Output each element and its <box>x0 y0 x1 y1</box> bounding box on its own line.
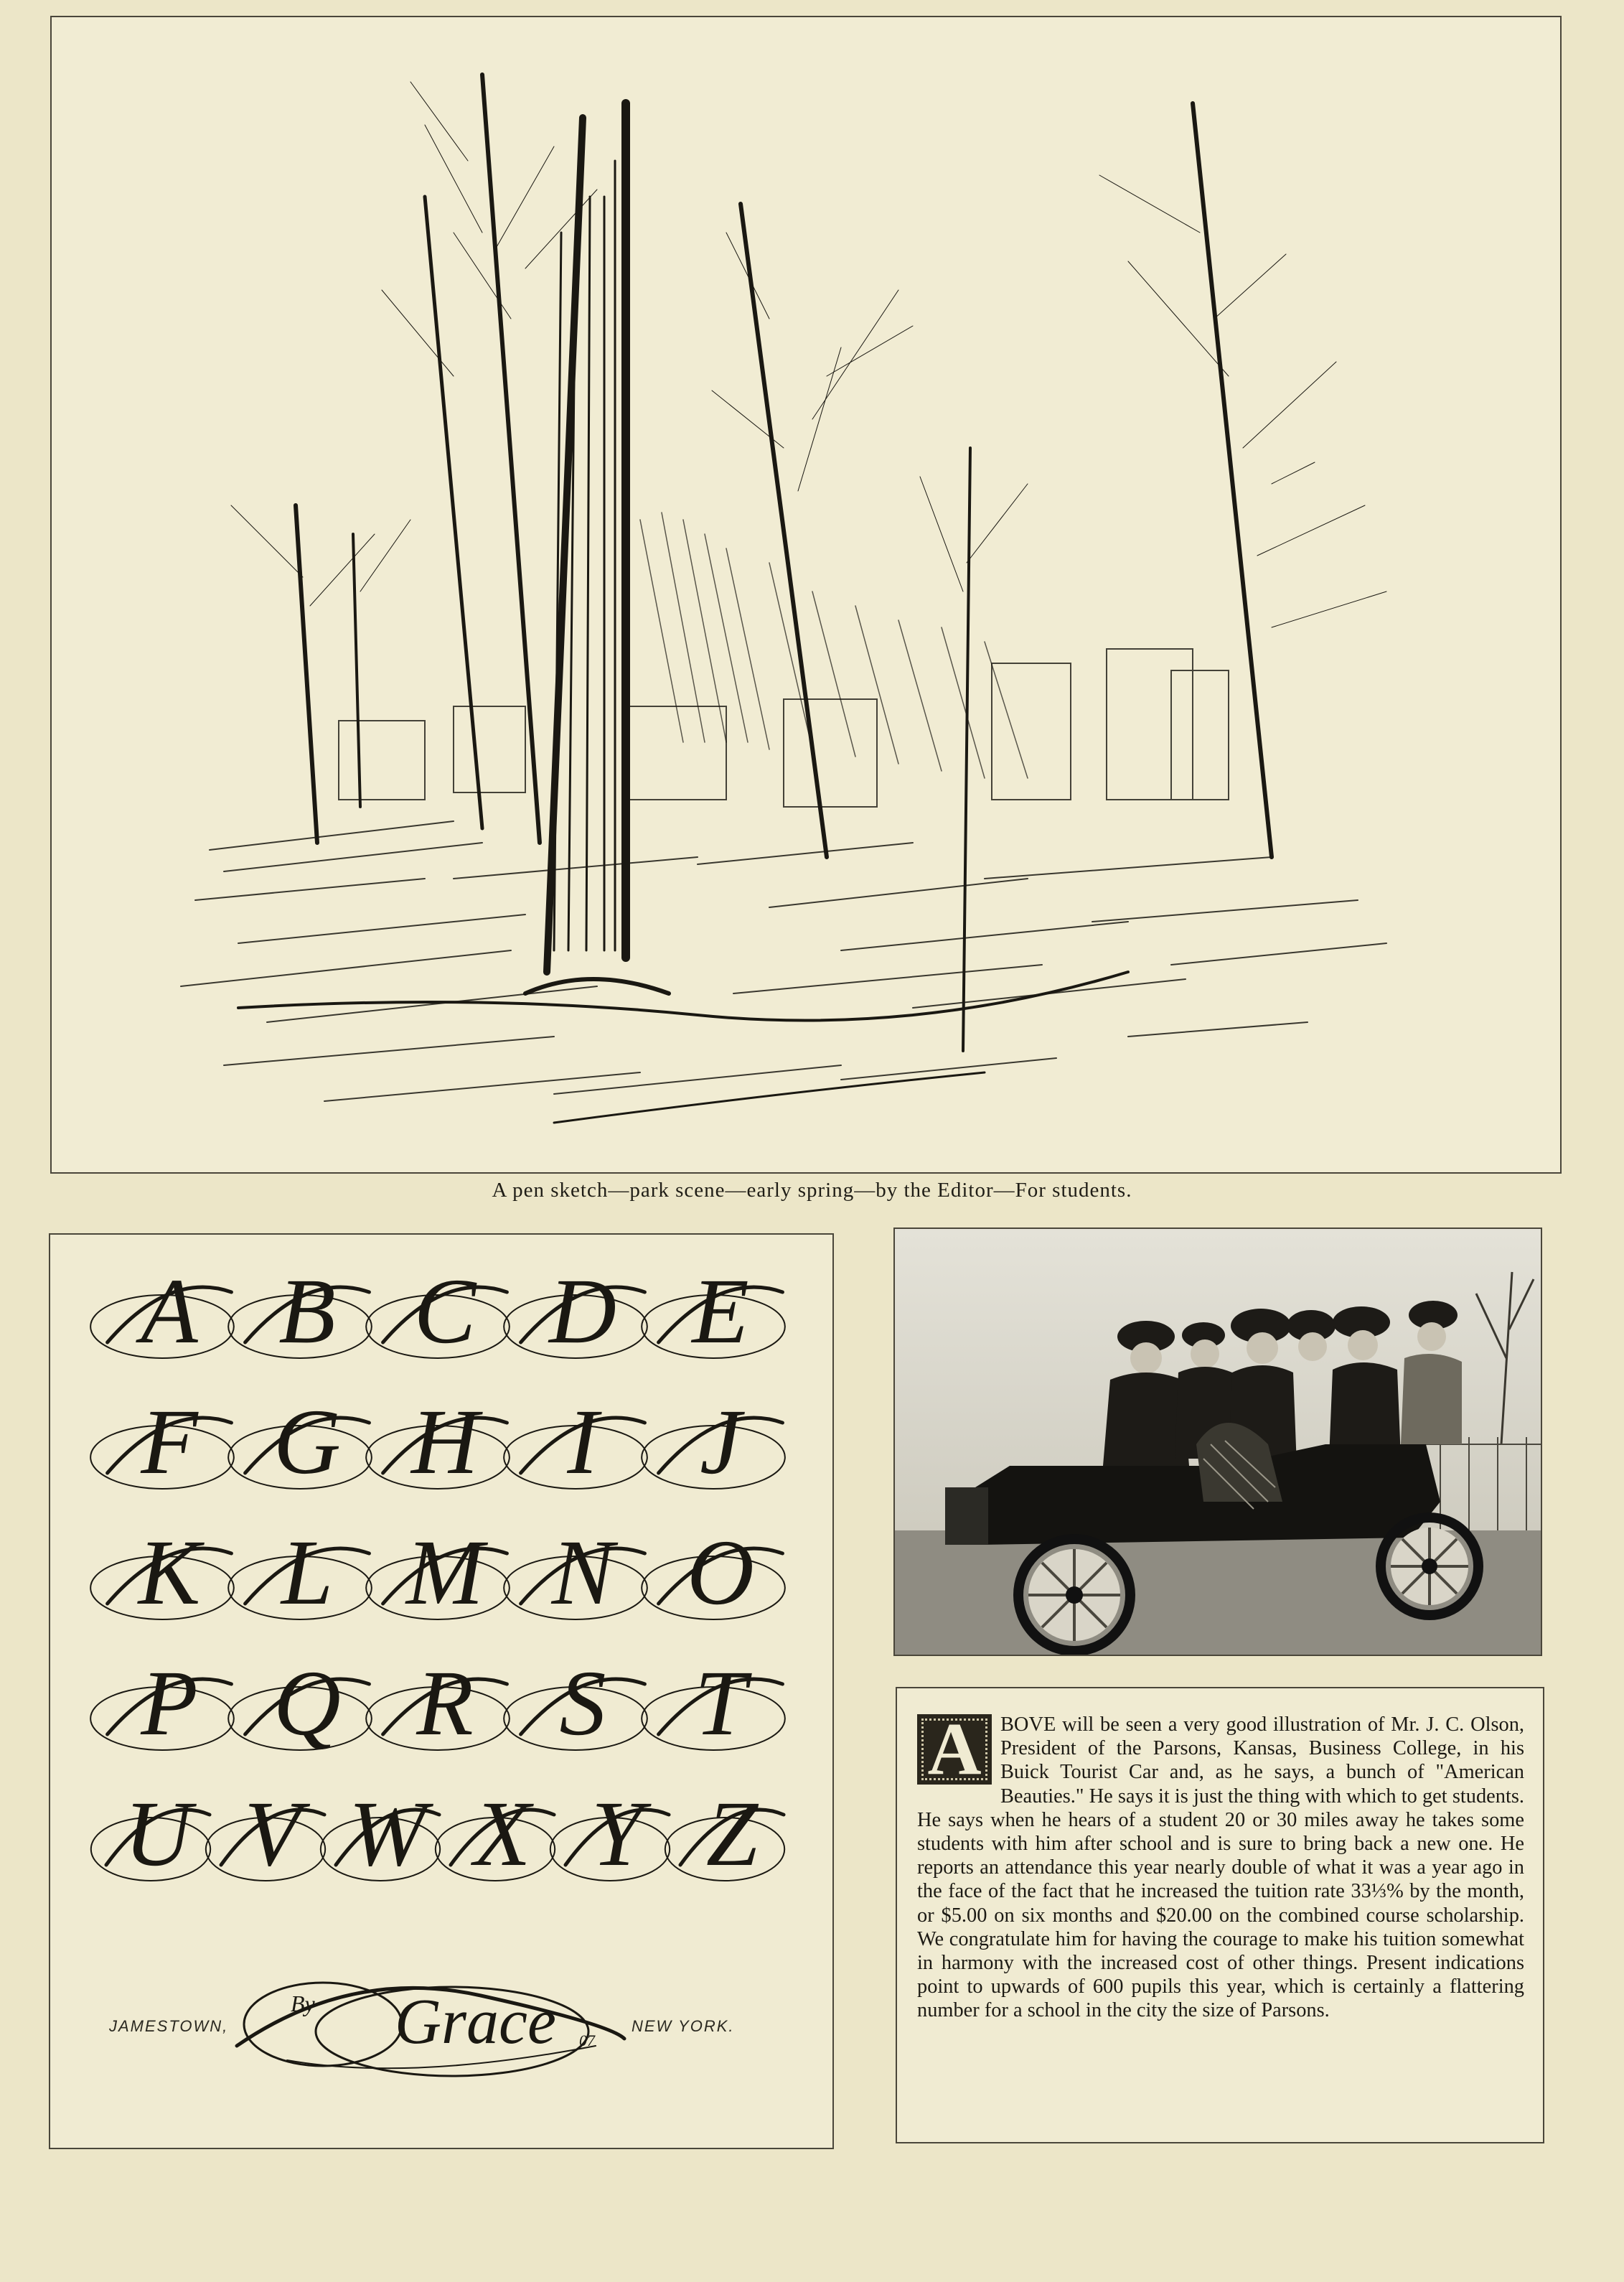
signature-by: By <box>291 1991 315 2016</box>
capital-letter-l: L <box>281 1521 334 1624</box>
signature-location-left: JAMESTOWN, <box>109 2017 229 2035</box>
capital-letter-b: B <box>278 1260 336 1363</box>
signature-name: Grace <box>395 1986 556 2057</box>
capital-letter-h: H <box>411 1390 479 1494</box>
capital-letter-c: C <box>413 1260 477 1363</box>
capital-letter-j: J <box>700 1390 741 1494</box>
capital-letter-v: V <box>244 1782 301 1886</box>
article-box <box>896 1687 1544 2143</box>
capital-letter-y: Y <box>591 1782 644 1886</box>
park-scene-drawing <box>52 17 1560 1172</box>
article-paragraph <box>917 1708 1524 2023</box>
capital-letter-d: D <box>549 1260 616 1363</box>
capital-letter-r: R <box>416 1652 474 1755</box>
capital-letter-t: T <box>694 1652 747 1755</box>
capital-letter-e: E <box>692 1260 749 1363</box>
penmanship-capitals-plate <box>49 1233 834 2149</box>
signature-year: 07 <box>579 2031 595 2049</box>
ornamental-dropcap: A <box>917 1714 992 1785</box>
buick-tourist-car-photo <box>895 1229 1541 1655</box>
automobile-photograph <box>893 1227 1542 1656</box>
capital-letter-g: G <box>273 1390 341 1494</box>
pen-sketch-illustration <box>50 16 1562 1174</box>
capital-letter-o: O <box>687 1521 754 1624</box>
article-text: BOVE will be seen a very good illustration of Mr. J. C. Olson, President of the Parsons, Kansas, Business College, in his Buick Tourist Car and, as he says, a bunch of "American Beauties." He says it is just the thing with which to get students. He says when he hears of a student 20 or 30 miles away he takes some students with him after school and is sure to bring back a new one. He reports an attendance this year nearly double of what it was a year ago in the face of the fact that he increased the tuition rate 33⅓% by the month, or $5.00 on six months and $20.00 on the combined course scholarship. We congratulate him for having the courage to make his tuition somewhat in harmony with the increased cost of other things. Present indications point to upwards of 600 pupils this year, which is certainly a flattering number for a school in the city the size of Parsons. <box>917 1713 1524 2022</box>
capital-letter-w: W <box>348 1782 427 1886</box>
capital-letter-u: U <box>124 1782 192 1886</box>
capital-letter-z: Z <box>705 1782 759 1886</box>
sketch-caption: A pen sketch—park scene—early spring—by the Editor—For students. <box>492 1179 1132 1202</box>
capital-letter-x: X <box>474 1782 531 1886</box>
capital-letter-q: Q <box>273 1652 341 1755</box>
signature-location-right: NEW YORK. <box>632 2017 735 2035</box>
capital-letter-m: M <box>405 1521 484 1624</box>
capital-letter-p: P <box>141 1652 198 1755</box>
capital-letter-a: A <box>141 1260 198 1363</box>
ornamental-capitals <box>50 1235 832 2148</box>
capital-letter-n: N <box>551 1521 614 1624</box>
capital-letter-i: I <box>567 1390 599 1494</box>
capital-letter-k: K <box>138 1521 201 1624</box>
capital-letter-s: S <box>559 1652 606 1755</box>
capital-letter-f: F <box>141 1390 198 1494</box>
